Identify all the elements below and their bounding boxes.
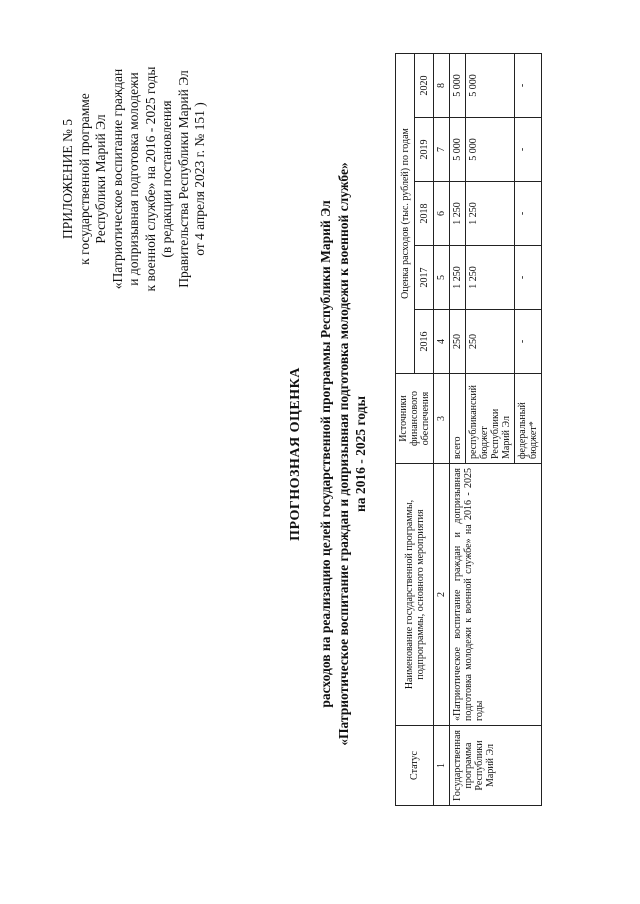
appendix-line: к военной службе» на 2016 - 2025 годы	[142, 66, 158, 292]
header-estimate: Оценка расходов (тыс. рублей) по годам	[396, 53, 415, 373]
appendix-line: Республики Марий Эл	[93, 114, 108, 244]
funding-value: -	[515, 246, 542, 310]
appendix-line: Правительства Республики Марий Эл	[175, 70, 191, 288]
funding-source: федеральный бюджет*	[515, 374, 542, 464]
funding-value: 5 000	[450, 53, 466, 117]
budget-table	[395, 53, 542, 806]
funding-value: -	[515, 310, 542, 374]
funding-value: 1 250	[450, 182, 466, 246]
header-year: 2018	[415, 182, 434, 246]
column-number: 4	[434, 310, 450, 374]
funding-value: -	[515, 182, 542, 246]
column-number: 7	[434, 118, 450, 182]
column-number: 6	[434, 182, 450, 246]
document-title: ПРОГНОЗНАЯ ОЦЕНКА	[288, 367, 303, 541]
header-status: Статус	[396, 726, 434, 806]
column-number: 5	[434, 246, 450, 310]
header-year: 2016	[415, 310, 434, 374]
appendix-line: к государственной программе	[76, 93, 92, 265]
program-period: на 2016 - 2025 годы	[353, 395, 368, 513]
header-year: 2020	[415, 53, 434, 117]
document-subtitle: расходов на реализацию целей государственной программы Республики Марий Эл	[318, 200, 333, 708]
table-row	[450, 53, 466, 805]
header-year: 2017	[415, 246, 434, 310]
funding-value: 250	[450, 310, 466, 374]
funding-value: 1 250	[450, 246, 466, 310]
appendix-line: от 4 апреля 2023 г. № 151 )	[192, 102, 207, 256]
appendix-line: «Патриотическое воспитание граждан	[109, 68, 125, 290]
header-name: Наименование государственной программы, подпрограммы, основного мероприятия	[396, 464, 434, 726]
appendix-title: ПРИЛОЖЕНИЕ № 5	[60, 118, 75, 240]
funding-value: 5 000	[466, 53, 515, 117]
row-status: Государственная программа Республики Марий Эл	[450, 726, 542, 806]
funding-value: -	[515, 53, 542, 117]
funding-source: всего	[450, 374, 466, 464]
column-number: 3	[434, 374, 450, 464]
header-year: 2019	[415, 118, 434, 182]
funding-source: республиканский бюджет Республики Марий Эл	[466, 374, 515, 464]
funding-value: 5 000	[450, 118, 466, 182]
appendix-line: и допризывная подготовка молодежи	[126, 72, 141, 286]
program-name: «Патриотическое воспитание граждан и допризывная подготовка молодежи к военной службе»	[336, 162, 351, 746]
column-number: 1	[434, 726, 450, 806]
appendix-block	[60, 54, 209, 304]
funding-value: 5 000	[466, 118, 515, 182]
appendix-line: (в редакции постановления	[159, 100, 174, 258]
header-source: Источники финансового обеспечения	[396, 374, 434, 464]
funding-value: -	[515, 118, 542, 182]
column-number: 8	[434, 53, 450, 117]
column-number: 2	[434, 464, 450, 726]
funding-value: 250	[466, 310, 515, 374]
funding-value: 1 250	[466, 182, 515, 246]
funding-value: 1 250	[466, 246, 515, 310]
row-program-name: «Патриотическое воспитание граждан и допризывная подготовка молодежи к военной службе» на 2016 - 2025 годы	[450, 464, 542, 726]
